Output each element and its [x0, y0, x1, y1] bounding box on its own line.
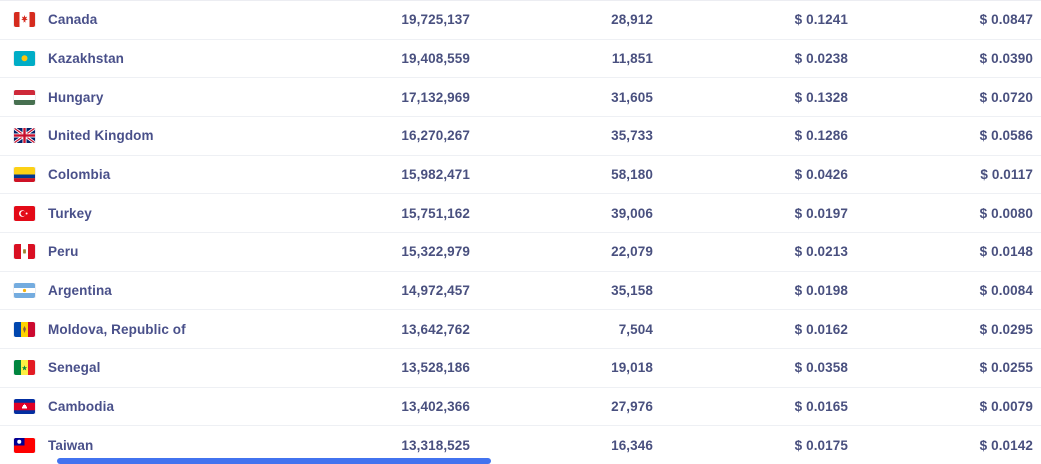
value-cell-3: $ 0.0213: [794, 244, 848, 260]
country-name: Colombia: [48, 167, 111, 183]
value-cell-3: $ 0.0165: [794, 399, 848, 415]
value-cell-1: 15,322,979: [401, 244, 470, 260]
country-name: Cambodia: [48, 399, 115, 415]
value-cell-1: 13,642,762: [401, 321, 470, 337]
value-cell-2: 22,079: [611, 244, 653, 260]
value-cell-2: 39,006: [611, 205, 653, 221]
flag-tw-icon: [14, 438, 35, 453]
country-name: Peru: [48, 244, 79, 260]
table-row[interactable]: [0, 272, 1041, 311]
country-name: Turkey: [48, 205, 92, 221]
value-cell-1: 19,725,137: [401, 12, 470, 28]
value-cell-4: $ 0.0586: [979, 128, 1033, 144]
country-name: Taiwan: [48, 437, 94, 453]
table-row[interactable]: [0, 156, 1041, 195]
value-cell-3: $ 0.0358: [794, 360, 848, 376]
country-cell: [0, 12, 370, 27]
flag-hu-icon: [14, 90, 35, 105]
country-cell: [0, 244, 370, 259]
value-cell-3: $ 0.0162: [794, 321, 848, 337]
country-cell: [0, 90, 370, 105]
country-name: United Kingdom: [48, 128, 154, 144]
country-name: Canada: [48, 12, 98, 28]
country-cell: [0, 322, 370, 337]
country-name: Senegal: [48, 360, 101, 376]
table-row[interactable]: [0, 117, 1041, 156]
value-cell-4: $ 0.0084: [979, 283, 1033, 299]
value-cell-3: $ 0.0198: [794, 283, 848, 299]
flag-pe-icon: [14, 244, 35, 259]
country-cell: [0, 360, 370, 375]
table-row[interactable]: [0, 1, 1041, 40]
value-cell-3: $ 0.1328: [794, 89, 848, 105]
value-cell-1: 13,528,186: [401, 360, 470, 376]
table-row[interactable]: [0, 194, 1041, 233]
value-cell-4: $ 0.0295: [979, 321, 1033, 337]
value-cell-1: 13,402,366: [401, 399, 470, 415]
table-row[interactable]: [0, 40, 1041, 79]
flag-gb-icon: [14, 128, 35, 143]
flag-kh-icon: [14, 399, 35, 414]
value-cell-4: $ 0.0080: [979, 205, 1033, 221]
value-cell-4: $ 0.0142: [979, 437, 1033, 453]
value-cell-3: $ 0.0238: [794, 51, 848, 66]
value-cell-1: 15,751,162: [401, 205, 470, 221]
country-cell: [0, 399, 370, 414]
value-cell-1: 14,972,457: [401, 283, 470, 299]
value-cell-3: $ 0.0197: [794, 205, 848, 221]
value-cell-1: 19,408,559: [401, 51, 470, 66]
value-cell-3: $ 0.0175: [794, 437, 848, 453]
value-cell-2: 58,180: [611, 167, 653, 183]
country-cell: [0, 283, 370, 298]
country-name: Argentina: [48, 283, 112, 299]
country-cell: [0, 438, 370, 453]
value-cell-3: $ 0.1241: [794, 12, 848, 28]
table-row[interactable]: [0, 78, 1041, 117]
country-cell: [0, 206, 370, 221]
flag-co-icon: [14, 167, 35, 182]
value-cell-2: 16,346: [611, 437, 653, 453]
country-name: Kazakhstan: [48, 51, 125, 66]
value-cell-4: $ 0.0079: [979, 399, 1033, 415]
table-row[interactable]: [0, 388, 1041, 427]
value-cell-2: 11,851: [611, 51, 653, 66]
value-cell-2: 19,018: [611, 360, 653, 376]
value-cell-2: 31,605: [611, 89, 653, 105]
value-cell-2: 35,733: [611, 128, 653, 144]
table-row[interactable]: [0, 310, 1041, 349]
country-cell: [0, 128, 370, 143]
value-cell-1: 13,318,525: [401, 437, 470, 453]
value-cell-3: $ 0.0426: [794, 167, 848, 183]
value-cell-4: $ 0.0720: [979, 89, 1033, 105]
country-name: Hungary: [48, 89, 104, 105]
flag-kz-icon: [14, 51, 35, 66]
value-cell-4: $ 0.0148: [979, 244, 1033, 260]
value-cell-4: $ 0.0255: [979, 360, 1033, 376]
table-row[interactable]: [0, 349, 1041, 388]
flag-md-icon: [14, 322, 35, 337]
value-cell-2: 28,912: [611, 12, 653, 28]
value-cell-2: 27,976: [611, 399, 653, 415]
horizontal-scrollbar-thumb[interactable]: [57, 458, 491, 464]
flag-sn-icon: [14, 360, 35, 375]
table-row[interactable]: [0, 233, 1041, 272]
value-cell-3: $ 0.1286: [794, 128, 848, 144]
value-cell-2: 7,504: [618, 321, 653, 337]
value-cell-1: 15,982,471: [401, 167, 470, 183]
value-cell-1: 17,132,969: [401, 89, 470, 105]
flag-tr-icon: [14, 206, 35, 221]
value-cell-4: $ 0.0847: [979, 12, 1033, 28]
flag-ar-icon: [14, 283, 35, 298]
country-cell: [0, 167, 370, 182]
country-name: Moldova, Republic of: [48, 321, 186, 337]
flag-ca-icon: [14, 12, 35, 27]
value-cell-4: $ 0.0117: [980, 167, 1033, 183]
value-cell-1: 16,270,267: [401, 128, 470, 144]
value-cell-4: $ 0.0390: [979, 51, 1033, 66]
country-cell: [0, 51, 370, 66]
value-cell-2: 35,158: [611, 283, 653, 299]
